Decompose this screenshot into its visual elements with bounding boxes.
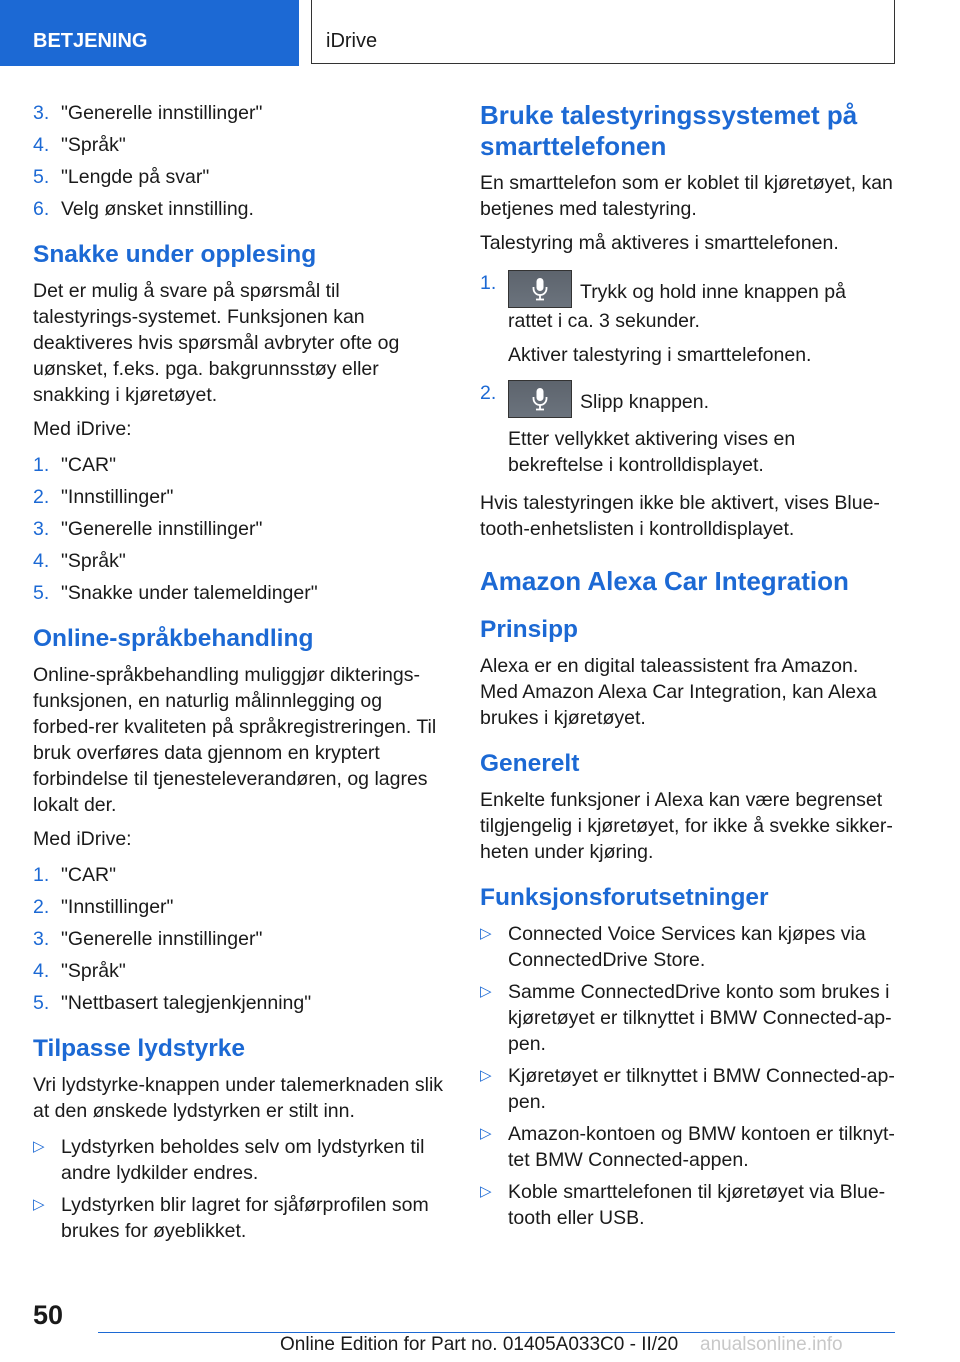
triangle-bullet-icon: ▷ [480,1067,492,1084]
step-text: Velg ønsket innstilling. [61,198,254,220]
list-item [33,1192,448,1244]
med-idrive-label: Med iDrive: [33,418,132,440]
step-subtext: Aktiver talestyring i smarttelefonen. [508,344,812,366]
paragraph-generelt: Enkelte funksjoner i Alexa kan være begrenset tilgjengelig i kjøretøyet, for ikke å svekke sikker-heten under kjøring. [480,789,893,863]
paragraph-prinsipp: Alexa er en digital taleassistent fra Amazon. Med Amazon Alexa Car Integration, kan Alexa brukes i kjøretøyet. [480,655,877,729]
paragraph-lydstyrke: Vri lydstyrke-knappen under talemerknaden slik at den ønskede lydstyrken er stilt inn. [33,1074,444,1122]
steps-online [33,862,448,1016]
triangle-bullet-icon: ▷ [480,1125,492,1142]
bullet-text: Amazon-kontoen og BMW kontoen er tilknyt-tet BMW Connected-appen. [508,1123,895,1171]
steps-snakke [33,452,448,606]
heading-snakke: Snakke under opplesing [33,241,317,268]
step-text: "Generelle innstillinger" [61,102,263,124]
step-text: Trykk og hold inne knappen på rattet i ca. 3 sekunder. [508,281,846,332]
step-number: 3. [33,518,50,540]
step-number: 5. [33,166,50,188]
paragraph-smarttelefon-3: Hvis talestyringen ikke ble aktivert, vises Blue-tooth-enhetslisten i kontrolldisplayet. [480,492,880,540]
list-item [480,1179,895,1231]
list-item [480,270,895,368]
list-item [480,1121,895,1173]
heading-funksjonsforutsetninger: Funksjonsforutsetninger [480,884,769,911]
left-column [33,100,448,1254]
list-item [33,452,448,478]
paragraph-smarttelefon-1: En smarttelefon som er koblet til kjøretøyet, kan betjenes med talestyring. [480,172,893,220]
paragraph-snakke: Det er mulig å svare på spørsmål til talestyrings-systemet. Funksjonen kan deaktiveres hvis spørsmål avbryter ofte og uønsket, f.eks. pga. bakgrunnsstøy eller snakking i kjøretøyet. [33,280,400,406]
watermark: anualsonline.info [700,1334,843,1355]
step-text: "Snakke under talemeldinger" [61,582,318,604]
heading-alexa: Amazon Alexa Car Integration [480,566,849,596]
step-text: "Språk" [61,960,126,982]
step-number: 2. [33,896,50,918]
list-item [33,894,448,920]
step-text: Slipp knappen. [580,391,710,413]
triangle-bullet-icon: ▷ [480,1183,492,1200]
paragraph-smarttelefon-2: Talestyring må aktiveres i smarttelefonen. [480,232,839,254]
heading-generelt: Generelt [480,750,580,777]
step-number: 1. [33,454,50,476]
list-item [480,1063,895,1115]
page-number: 50 [33,1300,64,1330]
list-item [33,958,448,984]
list-item [33,132,448,158]
step-text: "Nettbasert talegjenkjenning" [61,992,312,1014]
step-number: 4. [33,550,50,572]
steps-smarttelefon [480,270,895,478]
step-number: 6. [33,198,50,220]
list-item [33,1134,448,1186]
step-number: 4. [33,134,50,156]
heading-lydstyrke: Tilpasse lydstyrke [33,1035,246,1062]
step-number: 5. [33,992,50,1014]
right-column [480,100,895,1241]
voice-button-image [508,380,572,418]
bullet-text: Lydstyrken blir lagret for sjåførprofilen som brukes for øyeblikket. [61,1194,429,1242]
step-number: 4. [33,960,50,982]
triangle-bullet-icon: ▷ [33,1196,45,1213]
step-text: "Innstillinger" [61,896,174,918]
step-text: "CAR" [61,454,117,476]
triangle-bullet-icon: ▷ [33,1138,45,1155]
step-text: "Generelle innstillinger" [61,518,263,540]
chapter-tab [311,0,895,64]
list-item [33,580,448,606]
section-tab [0,0,299,66]
step-text: "Innstillinger" [61,486,174,508]
bullets-lydstyrke [33,1134,448,1244]
step-text: "Generelle innstillinger" [61,928,263,950]
chapter-title: iDrive [326,30,378,52]
step-text: "CAR" [61,864,117,886]
bullet-text: Koble smarttelefonen til kjøretøyet via Blue-tooth eller USB. [508,1181,886,1229]
paragraph-online: Online-språkbehandling muliggjør dikterings-funksjonen, en naturlig målinnlegging og forbed-rer kvaliteten på språkregistreringen. Til bruk overføres data gjennom en kryptert forbindelse til tjenesteleverandøren, og lagres lokalt der. [33,664,437,816]
voice-button-image [508,270,572,308]
bullet-text: Connected Voice Services kan kjøpes via ConnectedDrive Store. [508,923,866,971]
page-header [0,0,960,66]
step-text: "Lengde på svar" [61,166,210,188]
bullet-text: Kjøretøyet er tilknyttet i BMW Connected-ap-pen. [508,1065,895,1113]
step-number: 5. [33,582,50,604]
list-item [33,926,448,952]
step-text: "Språk" [61,550,126,572]
step-number: 3. [33,102,50,124]
list-item [33,100,448,126]
bullet-text: Samme ConnectedDrive konto som brukes i kjøretøyet er tilknyttet i BMW Connected-ap-pen. [508,981,892,1055]
step-number: 2. [33,486,50,508]
triangle-bullet-icon: ▷ [480,983,492,1000]
steps-language [33,100,448,222]
step-number: 3. [33,928,50,950]
list-item [480,921,895,973]
list-item [33,164,448,190]
med-idrive-label: Med iDrive: [33,828,132,850]
step-number: 2. [480,382,497,404]
heading-online: Online-språkbehandling [33,625,314,652]
list-item [33,196,448,222]
step-number: 1. [480,272,497,294]
heading-smarttelefon: Bruke talestyringssystemet på smarttelefonen [480,100,858,161]
list-item [33,990,448,1016]
bullets-funksjon [480,921,895,1231]
footer-edition: Online Edition for Part no. 01405A033C0 - II/20 [280,1334,679,1355]
list-item [480,979,895,1057]
bullet-text: Lydstyrken beholdes selv om lydstyrken til andre lydkilder endres. [61,1136,425,1184]
triangle-bullet-icon: ▷ [480,925,492,942]
section-title: BETJENING [33,30,148,52]
list-item [33,862,448,888]
step-subtext: Etter vellykket aktivering vises en bekreftelse i kontrolldisplayet. [508,428,796,476]
heading-prinsipp: Prinsipp [480,616,579,643]
step-number: 1. [33,864,50,886]
microphone-icon [531,277,549,301]
microphone-icon [531,387,549,411]
footer-divider [98,1332,895,1333]
step-text: "Språk" [61,134,126,156]
list-item [33,548,448,574]
list-item [33,516,448,542]
list-item [33,484,448,510]
list-item [480,380,895,478]
